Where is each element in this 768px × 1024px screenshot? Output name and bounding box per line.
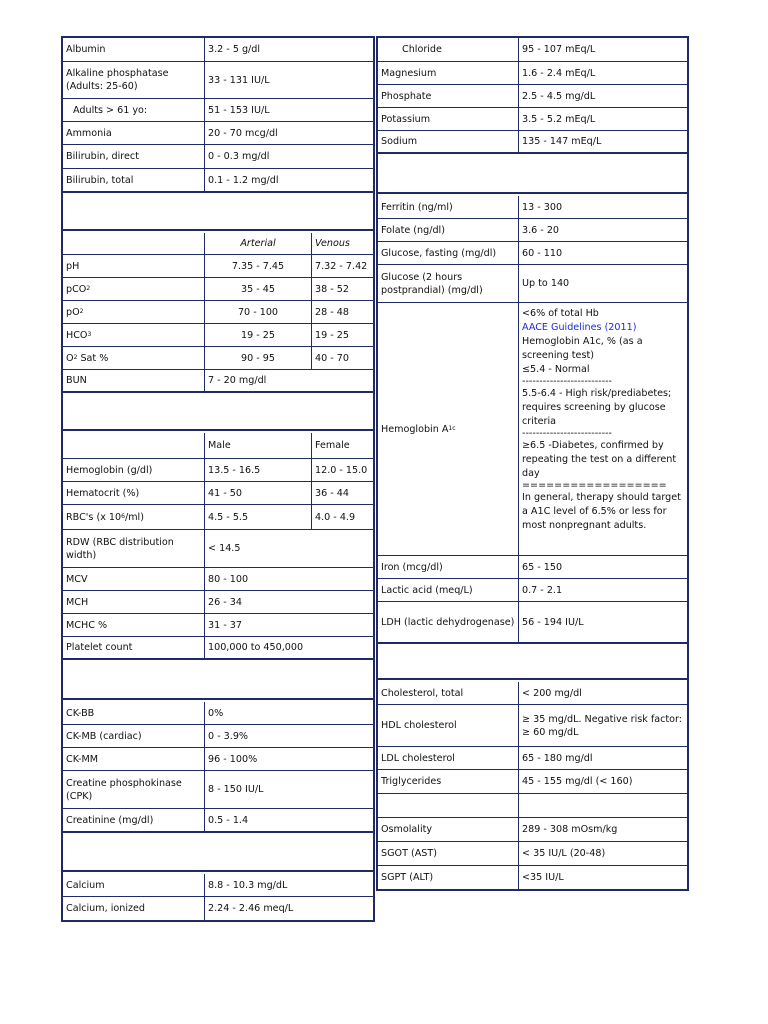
table-row xyxy=(378,85,687,108)
venous-range: 28 - 48 xyxy=(311,301,373,323)
table-row xyxy=(378,131,687,154)
test-name: Glucose, fasting (mg/dl) xyxy=(381,247,497,259)
table-row xyxy=(378,38,687,62)
test-name: SGPT (ALT) xyxy=(381,872,434,883)
table-row xyxy=(63,725,373,748)
test-range: 31 - 37 xyxy=(204,614,373,636)
test-name: Calcium, ionized xyxy=(66,903,146,914)
test-name: Lactic acid (meq/L) xyxy=(381,584,473,596)
table-row xyxy=(378,747,687,770)
male-range: 41 - 50 xyxy=(204,482,311,504)
test-name: Calcium xyxy=(66,879,105,891)
hba1c-line: 5.5-6.4 - High risk/prediabetes; requires screening by glucose criteria xyxy=(522,388,672,427)
test-range: 65 - 150 xyxy=(518,556,687,578)
test-range: 96 - 100% xyxy=(204,748,373,770)
table-row xyxy=(63,99,373,122)
section-separator xyxy=(63,662,373,700)
venous-range: 38 - 52 xyxy=(311,278,373,300)
arterial-range: 70 - 100 xyxy=(204,301,311,323)
table-row xyxy=(63,301,373,324)
test-name: Hemoglobin A 1c xyxy=(381,423,456,435)
table-row xyxy=(63,702,373,725)
table-row xyxy=(63,255,373,278)
test-name: MCHC % xyxy=(66,619,108,631)
table-row xyxy=(63,459,373,482)
test-name: O 2 Sat % xyxy=(66,352,109,364)
test-name: Ammonia xyxy=(66,127,112,139)
left-lab-table xyxy=(61,36,375,922)
table-row xyxy=(63,505,373,530)
test-name: pCO 2 xyxy=(66,283,91,295)
test-name: Albumin xyxy=(66,44,106,55)
section-separator xyxy=(63,195,373,231)
test-name: Hemoglobin (g/dl) xyxy=(66,464,153,476)
table-row xyxy=(63,874,373,897)
aace-guidelines-link[interactable]: AACE Guidelines (2011) xyxy=(522,322,637,333)
table-row xyxy=(378,242,687,265)
test-range: 13 - 300 xyxy=(518,196,687,218)
test-name: SGOT (AST) xyxy=(381,848,437,859)
table-row xyxy=(378,219,687,242)
table-row xyxy=(63,771,373,809)
hba1c-line: <6% of total Hb xyxy=(522,308,599,319)
test-range: 7 - 20 mg/dl xyxy=(204,370,373,391)
test-range: 95 - 107 mEq/L xyxy=(518,38,687,61)
table-row xyxy=(378,602,687,644)
table-row xyxy=(378,770,687,794)
table-header-row xyxy=(63,233,373,255)
table-row xyxy=(378,556,687,579)
female-range: 12.0 - 15.0 xyxy=(311,459,373,481)
test-range: 56 - 194 IU/L xyxy=(518,602,687,642)
test-range: 0 - 3.9% xyxy=(204,725,373,747)
column-header-female: Female xyxy=(311,433,373,458)
test-range: 45 - 155 mg/dl (< 160) xyxy=(518,770,687,793)
test-name: Alkaline phosphatase (Adults: 25-60) xyxy=(66,68,169,92)
test-range: 100,000 to 450,000 xyxy=(204,637,373,658)
table-row xyxy=(63,897,373,920)
table-row xyxy=(378,196,687,219)
test-range: 0.1 - 1.2 mg/dl xyxy=(204,169,373,191)
male-range: 4.5 - 5.5 xyxy=(204,505,311,529)
test-name: Platelet count xyxy=(66,642,133,653)
header-blank xyxy=(63,433,204,458)
table-row xyxy=(63,38,373,62)
test-range: 3.6 - 20 xyxy=(518,219,687,241)
test-name: Chloride xyxy=(402,44,442,55)
test-range: < 35 IU/L (20-48) xyxy=(518,842,687,865)
column-header-male: Male xyxy=(204,433,311,458)
table-row xyxy=(378,818,687,842)
test-name: CK-BB xyxy=(66,707,95,719)
test-range: 3.2 - 5 g/dl xyxy=(204,38,373,61)
test-range: Up to 140 xyxy=(518,265,687,302)
test-range: 289 - 308 mOsm/kg xyxy=(518,818,687,841)
test-name: Iron (mcg/dl) xyxy=(381,561,443,573)
test-name: Folate (ng/dl) xyxy=(381,224,445,236)
test-name: LDL cholesterol xyxy=(381,752,455,764)
test-range: 33 - 131 IU/L xyxy=(204,62,373,98)
divider-line: ================== xyxy=(522,480,667,491)
section-separator xyxy=(63,835,373,872)
table-row xyxy=(63,62,373,99)
test-range: 8 - 150 IU/L xyxy=(204,771,373,808)
divider-line: -------------------------- xyxy=(522,376,613,387)
test-range: 3.5 - 5.2 mEq/L xyxy=(518,108,687,130)
test-name: Magnesium xyxy=(381,67,437,79)
table-row xyxy=(378,265,687,303)
table-row xyxy=(63,169,373,193)
table-row xyxy=(378,682,687,705)
test-name: Creatine phosphokinase (CPK) xyxy=(66,777,182,802)
table-row xyxy=(63,614,373,637)
test-name: Sodium xyxy=(381,136,418,147)
female-range: 36 - 44 xyxy=(311,482,373,504)
test-range: 20 - 70 mcg/dl xyxy=(204,122,373,144)
test-range: 60 - 110 xyxy=(518,242,687,264)
test-name: MCV xyxy=(66,573,88,585)
venous-range: 19 - 25 xyxy=(311,324,373,346)
table-row xyxy=(378,62,687,85)
test-name: CK-MB (cardiac) xyxy=(66,730,142,742)
test-name: HCO 3 xyxy=(66,329,92,341)
test-name: BUN xyxy=(66,375,87,386)
hba1c-line: Hemoglobin A1c, % (as a screening test) xyxy=(522,336,643,361)
test-range: 135 - 147 mEq/L xyxy=(518,131,687,152)
test-name: RDW (RBC distribution width) xyxy=(66,536,174,561)
test-name: Osmolality xyxy=(381,824,433,835)
test-name: RBC's (x 10 6 /ml) xyxy=(66,511,144,523)
test-name: Glucose (2 hours postprandial) (mg/dl) xyxy=(381,271,483,296)
test-range: 51 - 153 IU/L xyxy=(204,99,373,121)
test-range: 26 - 34 xyxy=(204,591,373,613)
table-row xyxy=(378,866,687,889)
hba1c-line: ≥6.5 -Diabetes, confirmed by repeating the test on a different day xyxy=(522,440,677,479)
table-row xyxy=(378,705,687,747)
table-row xyxy=(63,568,373,591)
table-row xyxy=(63,637,373,660)
test-name: pO 2 xyxy=(66,306,84,318)
test-range: 80 - 100 xyxy=(204,568,373,590)
column-header-venous: Venous xyxy=(311,233,373,254)
male-range: 13.5 - 16.5 xyxy=(204,459,311,481)
hba1c-guidelines xyxy=(518,303,687,555)
arterial-range: 35 - 45 xyxy=(204,278,311,300)
venous-range: 40 - 70 xyxy=(311,347,373,369)
table-row xyxy=(63,591,373,614)
test-name: Adults > 61 yo: xyxy=(73,104,148,116)
right-lab-table xyxy=(376,36,689,891)
column-header-arterial: Arterial xyxy=(204,233,311,254)
table-row xyxy=(63,122,373,145)
venous-range: 7.32 - 7.42 xyxy=(311,255,373,277)
test-name: CK-MM xyxy=(66,753,98,765)
arterial-range: 19 - 25 xyxy=(204,324,311,346)
test-name: Cholesterol, total xyxy=(381,687,464,699)
test-range: 2.24 - 2.46 meq/L xyxy=(204,897,373,920)
female-range: 4.0 - 4.9 xyxy=(311,505,373,529)
table-row xyxy=(63,748,373,771)
table-row xyxy=(63,278,373,301)
table-header-row xyxy=(63,433,373,459)
table-row xyxy=(63,324,373,347)
table-row xyxy=(63,145,373,169)
test-name: Creatinine (mg/dl) xyxy=(66,814,154,826)
test-name: Triglycerides xyxy=(381,776,442,787)
test-range: 0 - 0.3 mg/dl xyxy=(204,145,373,168)
test-range: < 14.5 xyxy=(204,530,373,567)
test-name: Potassium xyxy=(381,113,431,125)
section-separator xyxy=(63,395,373,431)
test-name: MCH xyxy=(66,596,89,608)
table-row xyxy=(63,530,373,568)
test-range: 0% xyxy=(204,702,373,724)
test-range: 8.8 - 10.3 mg/dL xyxy=(204,874,373,896)
test-range: 1.6 - 2.4 mEq/L xyxy=(518,62,687,84)
table-row xyxy=(63,809,373,833)
test-name: Bilirubin, direct xyxy=(66,151,139,162)
test-name: Ferritin (ng/ml) xyxy=(381,201,453,213)
divider-line: -------------------------- xyxy=(522,428,613,439)
test-name: pH xyxy=(66,260,80,272)
table-row-blank xyxy=(378,794,687,818)
table-row xyxy=(378,303,687,556)
test-name: HDL cholesterol xyxy=(381,720,457,731)
test-name: Phosphate xyxy=(381,90,432,102)
table-row xyxy=(378,842,687,866)
hba1c-line: ≤5.4 - Normal xyxy=(522,364,590,375)
test-range: 2.5 - 4.5 mg/dL xyxy=(518,85,687,107)
arterial-range: 7.35 - 7.45 xyxy=(204,255,311,277)
test-range: < 200 mg/dl xyxy=(518,682,687,704)
test-range: 0.7 - 2.1 xyxy=(518,579,687,601)
test-range: <35 IU/L xyxy=(518,866,687,889)
header-blank xyxy=(63,233,204,254)
table-row xyxy=(63,347,373,370)
section-separator xyxy=(378,156,687,194)
test-range: 0.5 - 1.4 xyxy=(204,809,373,831)
test-range: 65 - 180 mg/dl xyxy=(518,747,687,769)
table-row xyxy=(378,108,687,131)
blank-cell xyxy=(518,794,687,817)
test-name: LDH (lactic dehydrogenase) xyxy=(381,616,515,628)
section-separator xyxy=(378,646,687,680)
table-row xyxy=(378,579,687,602)
arterial-range: 90 - 95 xyxy=(204,347,311,369)
hba1c-line: In general, therapy should target a A1C level of 6.5% or less for most nonpregnant adults. xyxy=(522,492,681,531)
table-row xyxy=(63,370,373,393)
test-range: ≥ 35 mg/dL. Negative risk factor: ≥ 60 mg/dL xyxy=(518,705,687,746)
test-name: Hematocrit (%) xyxy=(66,487,140,499)
table-row xyxy=(63,482,373,505)
test-name: Bilirubin, total xyxy=(66,174,134,186)
